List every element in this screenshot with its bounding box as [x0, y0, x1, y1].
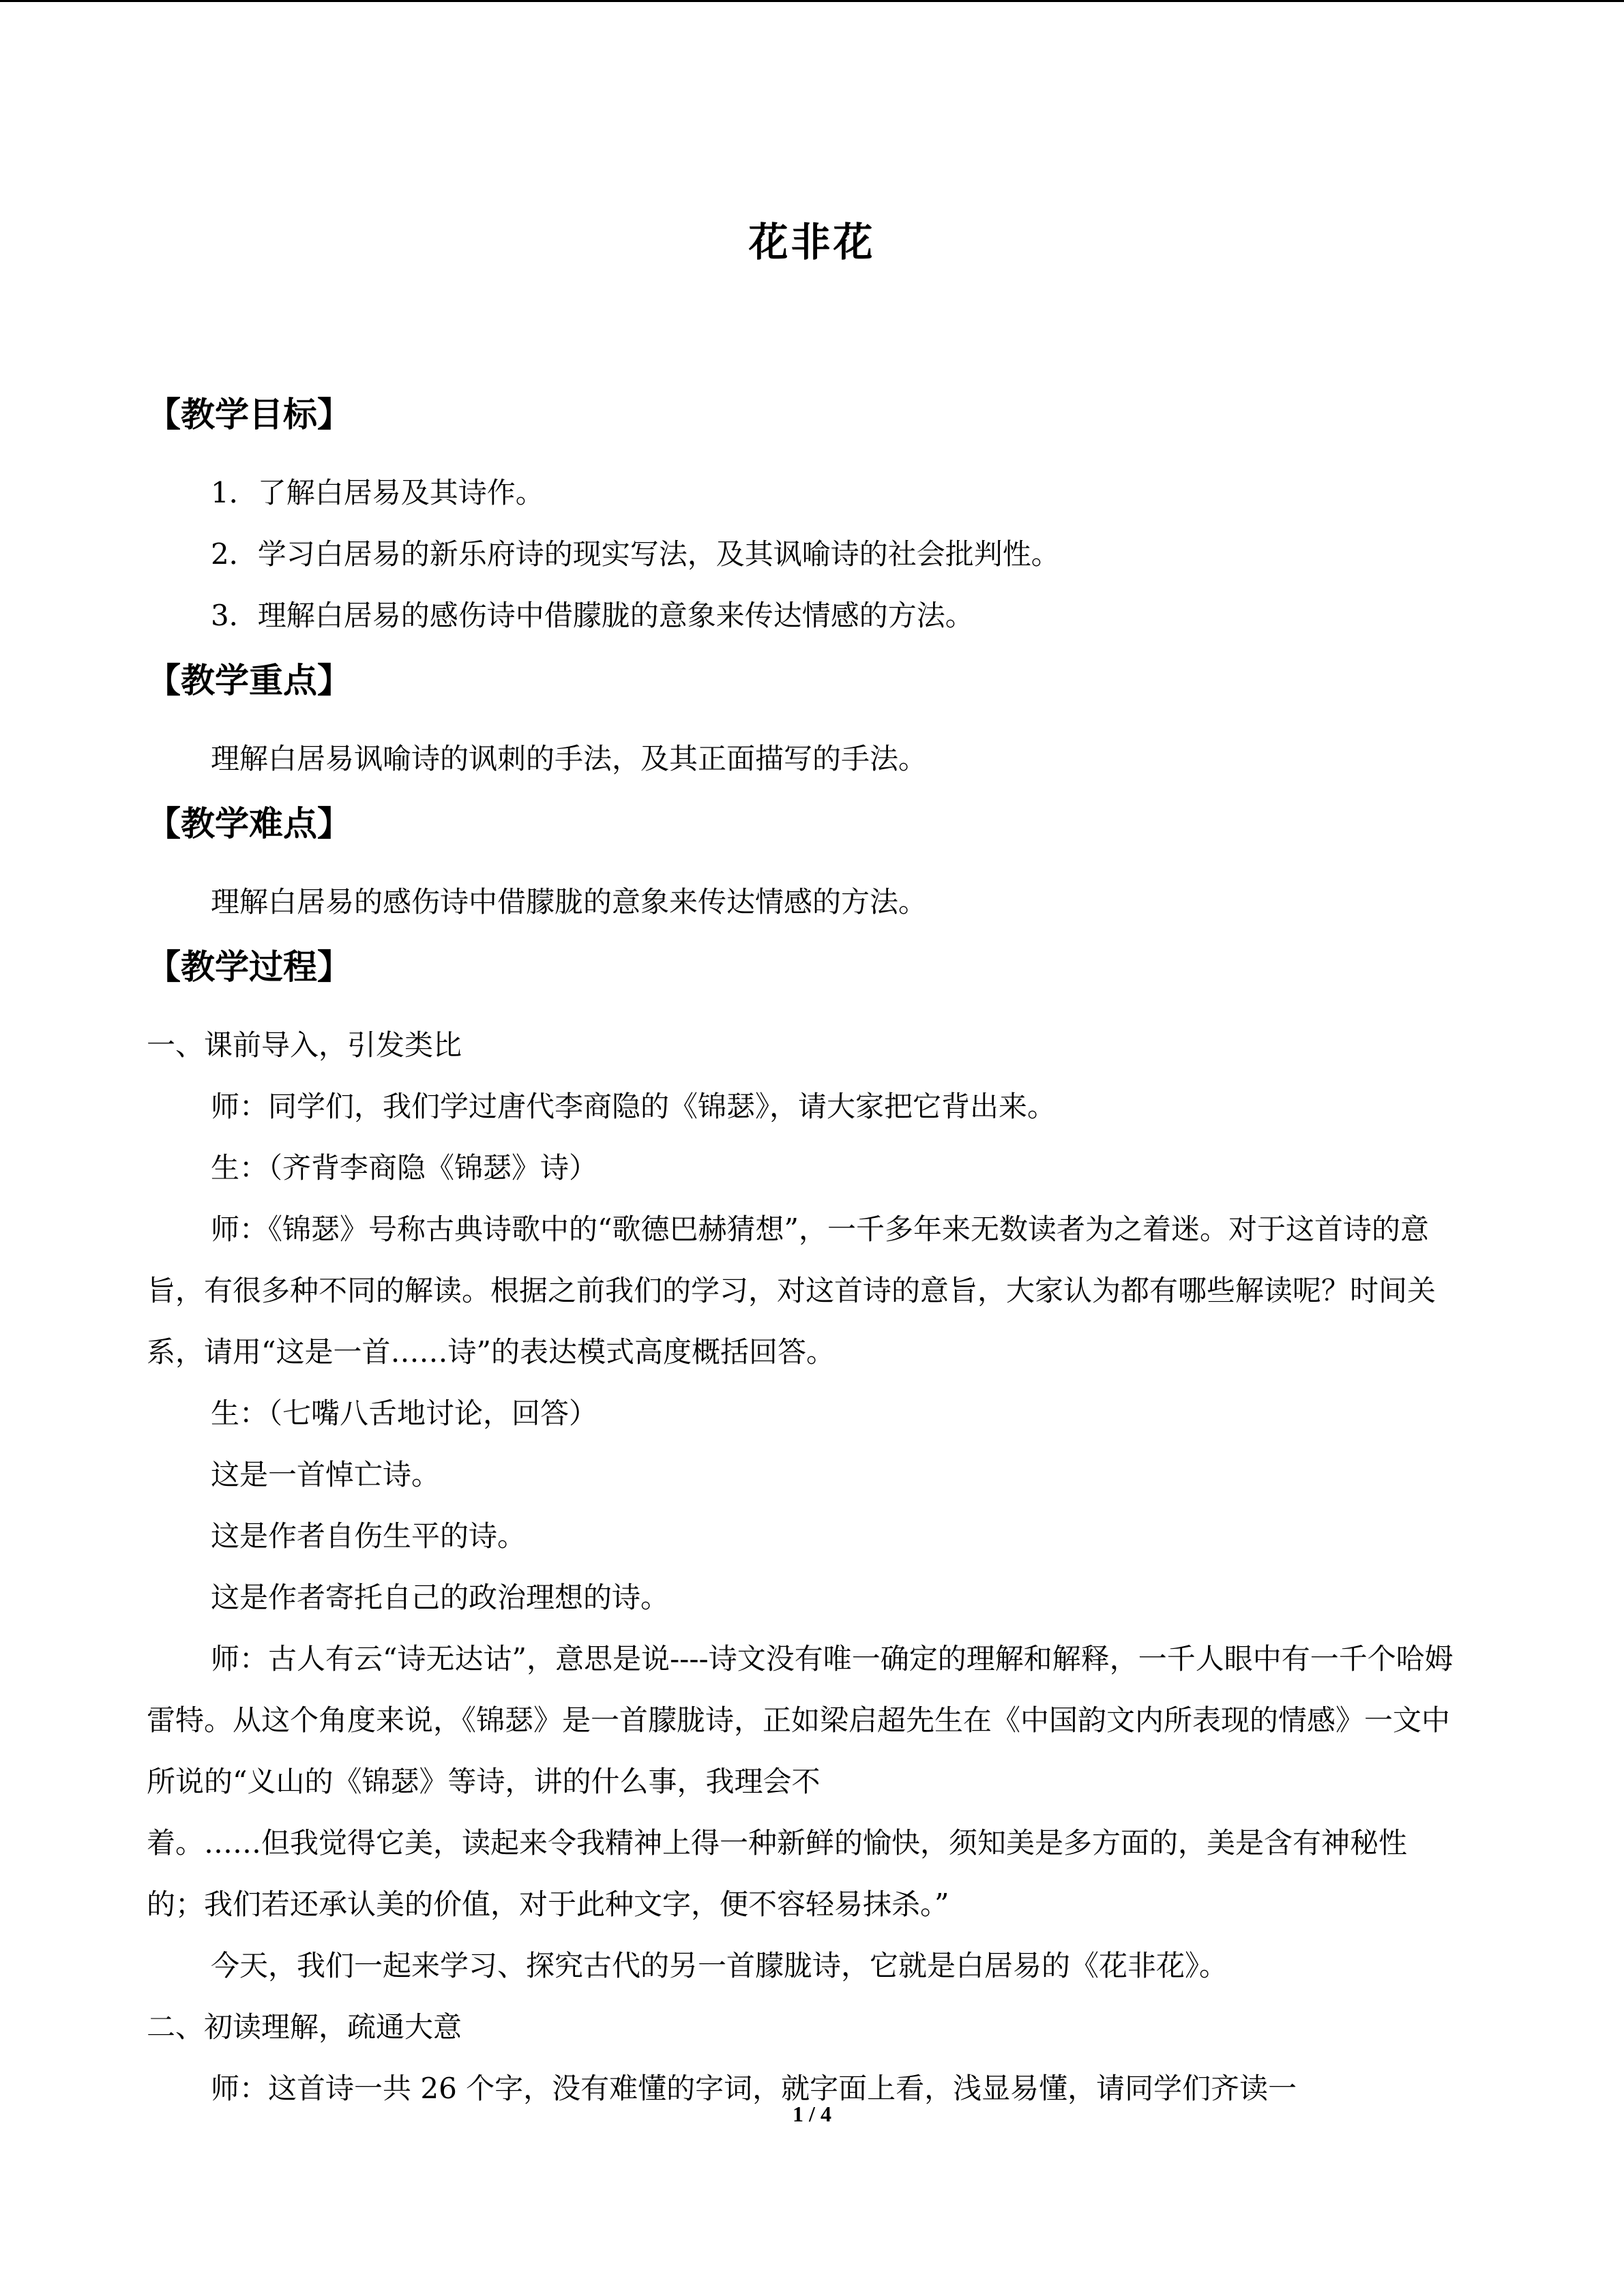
- top-border-line: [0, 0, 1624, 2]
- process-paragraph: 生：（齐背李商隐《锦瑟》诗）: [211, 1151, 598, 1184]
- process-paragraph: 着。……但我觉得它美，读起来令我精神上得一种新鲜的愉快，须知美是多方面的，美是含有神秘性的；我们若还承认美的价值，对于此种文字，便不容轻易抹杀。”: [147, 1826, 1408, 1921]
- process-subheading: 二、初读理解，疏通大意: [147, 2010, 462, 2044]
- document-title: 花非花: [748, 219, 876, 265]
- process-paragraph: 师：《锦瑟》号称古典诗歌中的“歌德巴赫猜想”，一千多年来无数读者为之着迷。对于这首诗的意旨，有很多种不同的解读。根据之前我们的学习，对这首诗的意旨，大家认为都有哪些解读呢？时间关系，请用“这是一首……诗”的表达模式高度概括回答。: [147, 1212, 1436, 1369]
- goal-item: 2．学习白居易的新乐府诗的现实写法，及其讽喻诗的社会批判性。: [211, 537, 1060, 571]
- key-points-text: 理解白居易讽喻诗的讽刺的手法，及其正面描写的手法。: [211, 742, 928, 775]
- goal-item: 1．了解白居易及其诗作。: [211, 476, 544, 509]
- process-paragraph: 这是作者自伤生平的诗。: [211, 1519, 527, 1553]
- section-heading-goals: 【教学目标】: [147, 395, 351, 434]
- document-body: [147, 381, 1456, 2119]
- section-heading-key-points: 【教学重点】: [147, 661, 351, 700]
- page-number: 1 / 4: [793, 2102, 831, 2126]
- section-heading-difficulties: 【教学难点】: [147, 804, 351, 844]
- goal-item: 3．理解白居易的感伤诗中借朦胧的意象来传达情感的方法。: [211, 599, 974, 632]
- process-paragraph: 师：这首诗一共 26 个字，没有难懂的字词，就字面上看，浅显易懂，请同学们齐读一: [211, 2072, 1297, 2105]
- process-paragraph: 这是一首悼亡诗。: [211, 1458, 441, 1491]
- process-paragraph: 师：古人有云“诗无达诂”，意思是说----诗文没有唯一确定的理解和解释，一千人眼中有一千个哈姆雷特。从这个角度来说，《锦瑟》是一首朦胧诗，正如梁启超先生在《中国韵文内所表现的情感》一文中所说的“义山的《锦瑟》等诗，讲的什么事，我理会不: [147, 1642, 1453, 1798]
- process-paragraph: 今天，我们一起来学习、探究古代的另一首朦胧诗，它就是白居易的《花非花》。: [211, 1949, 1228, 1982]
- process-paragraph: 生：（七嘴八舌地讨论，回答）: [211, 1397, 598, 1430]
- difficulties-text: 理解白居易的感伤诗中借朦胧的意象来传达情感的方法。: [211, 885, 928, 919]
- process-subheading: 一、课前导入，引发类比: [147, 1028, 462, 1062]
- process-paragraph: 师：同学们，我们学过唐代李商隐的《锦瑟》，请大家把它背出来。: [211, 1090, 1057, 1123]
- section-heading-process: 【教学过程】: [147, 947, 351, 987]
- process-paragraph: 这是作者寄托自己的政治理想的诗。: [211, 1581, 670, 1614]
